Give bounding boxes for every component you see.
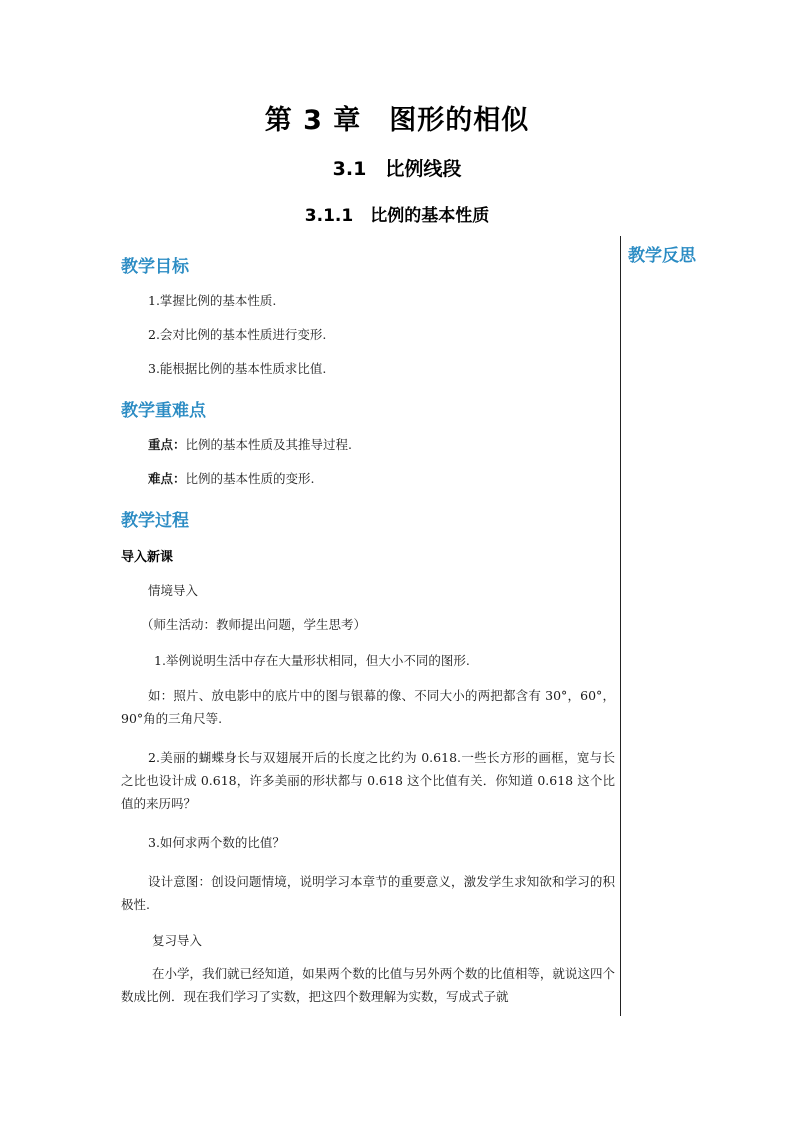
reflection-column-divider bbox=[620, 236, 621, 1016]
intro-heading: 导入新课 bbox=[121, 550, 174, 565]
difficulty-label: 难点： bbox=[148, 471, 186, 486]
process-item-2: 2.美丽的蝴蝶身长与双翅展开后的长度之比约为 0.618.一些长方形的画框，宽与长之比也设计成 0.618，许多美丽的形状都与 0.618 这个比值有关．你知道 0.618 这个比值的来历吗？ bbox=[121, 750, 615, 811]
example-paragraph: 如：照片、放电影中的底片中的图与银幕的像、不同大小的两把都含有 30°，60°，90°角的三角尺等. bbox=[121, 688, 615, 726]
review-intro: 复习导入 bbox=[152, 933, 203, 948]
process-item-3: 3.如何求两个数的比值？ bbox=[148, 835, 285, 850]
process-heading: 教学过程 bbox=[121, 511, 189, 531]
chapter-title: 第 3 章 图形的相似 bbox=[264, 105, 530, 136]
process-item-1: 1.举例说明生活中存在大量形状相同，但大小不同的图形. bbox=[154, 653, 470, 668]
focus-text: 比例的基本性质及其推导过程. bbox=[185, 437, 352, 452]
situation-intro: 情境导入 bbox=[148, 583, 199, 598]
objective-item-2: 2.会对比例的基本性质进行变形. bbox=[148, 327, 327, 342]
objective-item-1: 1.掌握比例的基本性质. bbox=[148, 293, 277, 308]
difficulty-line bbox=[148, 468, 315, 490]
review-paragraph: 在小学，我们就已经知道，如果两个数的比值与另外两个数的比值相等，就说这四个数成比例．现在我们学习了实数，把这四个数理解为实数，写成式子就 bbox=[121, 966, 615, 1004]
design-intent: 设计意图：创设问题情境，说明学习本章节的重要意义，激发学生求知欲和学习的积极性. bbox=[121, 874, 615, 912]
objective-item-3: 3.能根据比例的基本性质求比值. bbox=[148, 361, 327, 376]
focus-line bbox=[148, 434, 352, 456]
focus-label: 重点： bbox=[148, 437, 186, 452]
subsection-title: 3.1.1 比例的基本性质 bbox=[304, 206, 490, 226]
activity-note: （师生活动：教师提出问题，学生思考） bbox=[141, 617, 367, 632]
section-title: 3.1 比例线段 bbox=[332, 158, 462, 180]
difficulty-text: 比例的基本性质的变形. bbox=[185, 471, 315, 486]
key-points-heading: 教学重难点 bbox=[121, 401, 206, 421]
reflection-heading: 教学反思 bbox=[628, 246, 696, 266]
objectives-heading: 教学目标 bbox=[121, 257, 189, 277]
